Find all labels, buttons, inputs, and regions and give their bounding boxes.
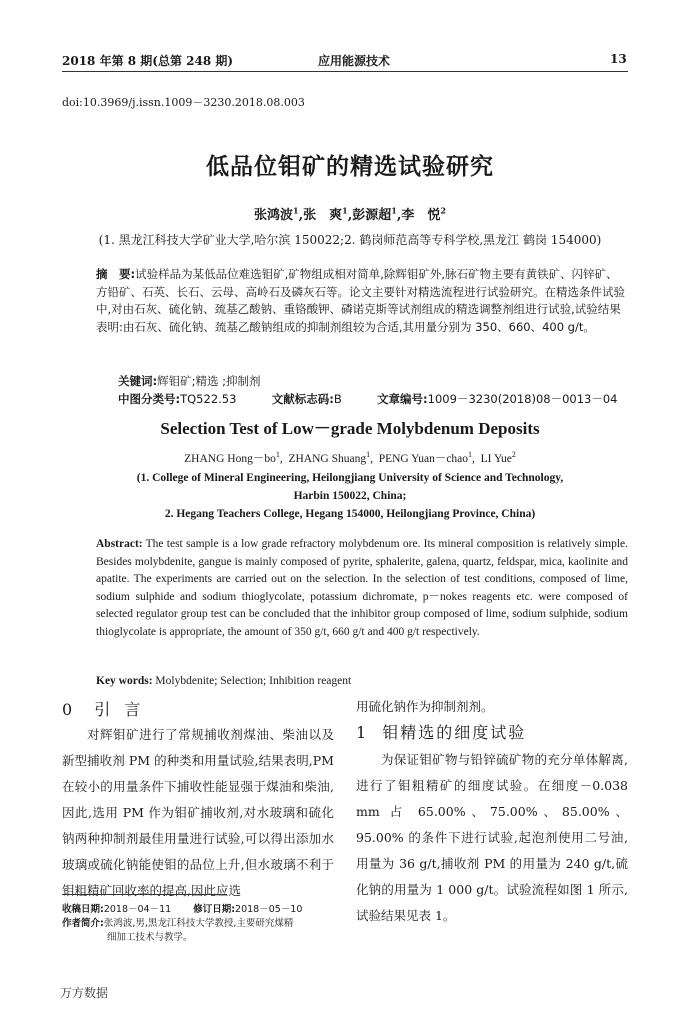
keywords-en [96,675,351,687]
author-4: 李 悦 [401,208,441,223]
author-en-3-sup: 1 [468,450,473,460]
abstract-cn-label: 摘 要: [96,267,136,281]
section-1-heading [356,720,526,743]
author-en-1: ZHANG Hong－bo [184,453,276,465]
section-0-paragraph: 对辉钼矿进行了常规捕收剂煤油、柴油以及新型捕收剂 PM 的种类和用量试验,结果表明,PM 在较小的用量条件下捕收性能显强于煤油和柴油,因此,选用 PM 作为钼矿捕收剂,对水玻璃和硫化钠两种抑制剂最佳用量进行试验,可以得出添加水玻璃或硫化钠能使钼的品位上升,但水玻璃不利于钼粗精矿回收率的提高,因此应选 [62,727,334,898]
abstract-en [96,536,628,642]
author-4-sup: 2 [440,205,446,216]
keywords-en-text: Molybdenite; Selection; Inhibition reagent [152,675,352,687]
page-number: 13 [610,52,627,66]
footnote [62,903,352,945]
author-3: 彭源超 [352,208,392,223]
received-date: 2018－04－11 [103,904,172,915]
doi[interactable]: doi:10.3969/j.issn.1009－3230.2018.08.003 [62,96,305,109]
keywords-cn [118,373,261,389]
footnote-rule [62,894,227,895]
classification-line [118,391,638,407]
author-2: 张 爽 [303,208,343,223]
author-3-sup: 1 [391,205,397,216]
section-0-heading [62,697,154,720]
section-1-body [356,747,628,929]
affiliation-en-line1: (1. College of Mineral Engineering, Heilongjiang University of Science and Technology, [136,472,564,484]
article-number-label: 文章编号: [377,392,428,406]
section-1-title: 钼精选的细度试验 [382,723,527,742]
author-1-sup: 1 [293,205,299,216]
header-rule [62,71,628,72]
abstract-en-label: Abstract: [96,538,143,550]
revised-date: 2018－05－10 [235,904,303,915]
authors-cn: 张鸿波$^1$,张 爽$^1$,彭源超$^1$,李 悦$^2$ [254,205,446,223]
doc-code-label: 文献标志码: [271,392,334,406]
author-bio-line2: 细加工技术与教学。 [107,932,193,943]
doc-code-value: B [333,392,342,406]
received-label: 收稿日期: [62,904,104,915]
article-number-value: 1009－3230(2018)08－0013－04 [427,392,618,406]
author-en-1-sup: 1 [275,450,280,460]
abstract-cn-text: 试验样品为某低品位难选钼矿,矿物组成相对简单,除辉钼矿外,脉石矿物主要有黄铁矿、闪锌矿、方铅矿、石英、长石、云母、高岭石及磷灰石等。论文主要针对精选流程进行试验研究。在精选条件试验中,对由石灰、硫化钠、巯基乙酸钠、重铬酸钾、磷诺克斯等试剂组成的精选调整剂组进行试验,试验结果表明:由石灰、硫化钠、巯基乙酸钠组成的抑制剂组较为合适,其用量分别为 350、660、400 g/t。 [96,267,625,334]
author-en-4-sup: 2 [511,450,516,460]
issue-info: 2018 年第 8 期(总第 248 期) [62,54,234,68]
revised-label: 修订日期: [193,904,236,915]
affiliation-cn: (1. 黑龙江科技大学矿业大学,哈尔滨 150022;2. 鹤岗师范高等专科学校,黑龙江 鹤岗 154000) [98,233,602,247]
keywords-en-label: Key words: [96,675,153,687]
title-cn: 低品位钼矿的精选试验研究 [206,153,494,180]
section-1-number: 1 [356,723,367,742]
keywords-cn-text: 辉钼矿;精选 ;抑制剂 [157,374,261,388]
affiliation-en [0,469,700,523]
section-1-paragraph: 为保证钼矿物与铅锌硫矿物的充分单体解离,进行了钼粗精矿的细度试验。在细度－0.038 mm 占 65.00%、75.00%、85.00%、95.00% 的条件下进行试验,起泡剂使用二号油,用量为 36 g/t,捕收剂 PM 的用量为 240 g/t,硫化钠的用量为 1 000 g/t。试验流程如图 1 所示,试验结果见表 1。 [356,752,629,923]
abstract-en-text: The test sample is a low grade refractory molybdenum ore. Its mineral composition is relatively simple. Besides molybdenite, gangue is mainly composed of pyrite, sphalerite, galena, quartz, feldspar, mica, kaolinite and apatite. The experiments are carried out on the selection. In the selection of test conditions, composed of lime, sodium sulphide and sodium thioglycolate, potassium dichromate, p－nokes reagents etc. were composed of selected regulator group test can be concluded that the inhibitor group composed of lime, sodium sulphide, sodium thioglycolate is appropriate, the amount of 350 g/t, 660 g/t and 400 g/t respectively. [96,538,628,638]
author-en-2-sup: 1 [366,450,371,460]
author-en-2: ZHANG Shuang [288,453,367,465]
authors-en: ZHANG $Hong-bo^1$, ZHANG Shuang$^1$, PENG Yuan－chao$^1$, LI Yue$^2$ [184,450,516,465]
section-0-number: 0 [62,700,73,719]
author-2-sup: 1 [342,205,348,216]
footnote-author [62,917,352,931]
author-bio-line1: 张鸿波,男,黑龙江科技大学教授,主要研究煤精 [103,918,294,929]
affiliation-en-line3: 2. Hegang Teachers College, Hegang 154000, Heilongjiang Province, China) [164,508,536,520]
title-en: Selection Test of Low－grade Molybdenum Deposits [160,419,540,438]
clc-value: TQ522.53 [180,392,237,406]
footnote-dates [62,903,352,917]
keywords-cn-label: 关键词: [118,374,158,388]
watermark: 万方数据 [60,986,109,1000]
journal-name: 应用能源技术 [318,54,391,68]
author-bio-label: 作者简介: [62,918,104,929]
clc-label: 中图分类号: [118,392,181,406]
section-0-body [62,722,334,904]
section-0-title: 引言 [94,700,155,719]
author-en-4: LI Yue [480,453,512,465]
affiliation-en-line2: Harbin 150022, China; [293,490,407,502]
author-1: 张鸿波 [254,208,294,223]
author-en-3: PENG Yuan－chao [378,453,469,465]
abstract-cn [96,266,628,336]
continued-text: 用硫化钠作为抑制剂剂。 [356,699,494,714]
